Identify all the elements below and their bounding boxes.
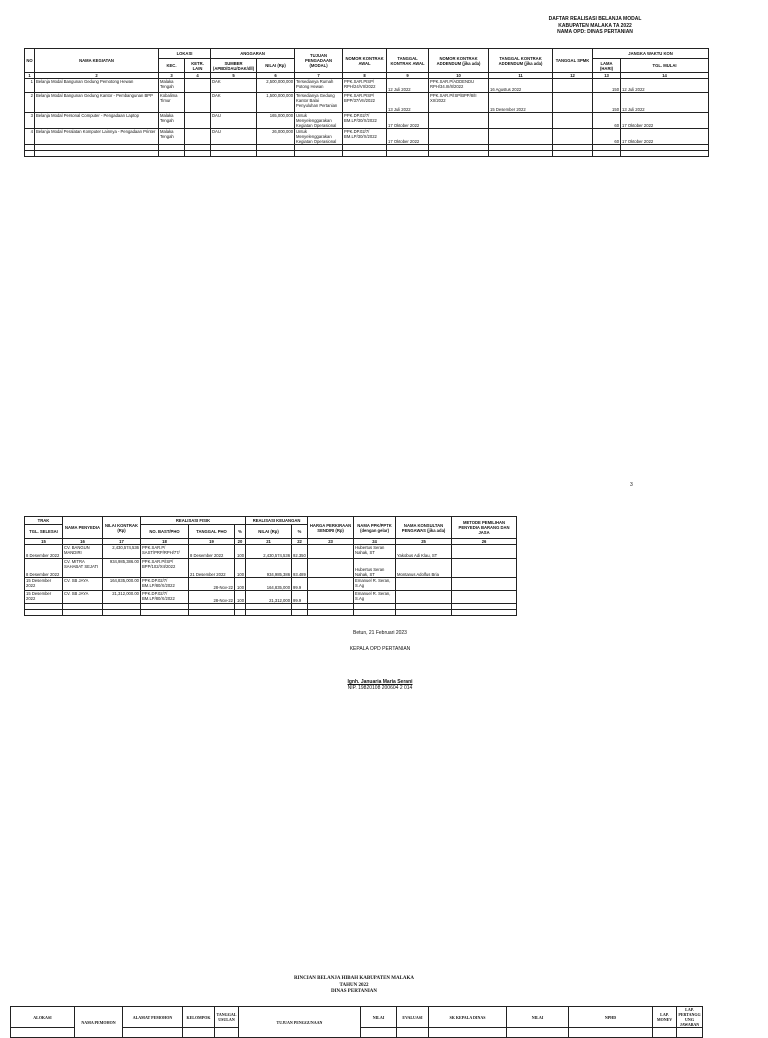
cell-pct: 100 bbox=[235, 545, 246, 559]
cell-ppk: Emanuel R. Seran, S.Ag bbox=[354, 591, 396, 604]
cell-kegiatan: Belanja Modal Bangunan Gedung Pemotong Hewan bbox=[35, 79, 159, 93]
cell-nilai: 26,000,000 bbox=[257, 129, 295, 145]
cell-pct2: 93.489 bbox=[292, 559, 308, 578]
page1-title-block bbox=[520, 16, 670, 36]
cell-tujuan: Untuk Menyelenggarakan Kegiatan Operasional bbox=[295, 113, 343, 129]
cell-ketr bbox=[185, 93, 211, 113]
col-number: 17 bbox=[103, 539, 141, 545]
header-nilai-kontrak: NILAI KONTRAK (Rp) bbox=[103, 517, 141, 539]
signature-position: KEPALA OPD PERTANIAN bbox=[349, 646, 411, 652]
header-ketr-lain: KETR. LAIN bbox=[185, 59, 211, 73]
page3-title-line-3: DINAS PERTANIAN bbox=[331, 989, 377, 994]
cell-tgl-selesai: 15 Desember 2022 bbox=[25, 578, 63, 591]
cell-sumber: DAU bbox=[211, 129, 257, 145]
cell-addendum: PPK.SAR.P/ADDENDU RPH/34.III/8/2022 bbox=[429, 79, 489, 93]
col-number: 23 bbox=[308, 539, 354, 545]
header-lama: LAMA (HARI) bbox=[593, 59, 621, 73]
cell-nilai-keuangan: 934,985,386 bbox=[246, 559, 292, 578]
header-alokasi: ALOKASI bbox=[11, 1007, 75, 1028]
cell-konsultan: Yakobus Adi Klau, ST bbox=[396, 545, 452, 559]
header-percent: % bbox=[235, 525, 246, 539]
page1-table bbox=[24, 48, 709, 157]
col-number: 2 bbox=[35, 73, 159, 79]
signature-block bbox=[310, 630, 450, 691]
cell-mulai: 12 Juli 2022 bbox=[621, 79, 709, 93]
col-number: 25 bbox=[396, 539, 452, 545]
cell-lama: 60 bbox=[593, 129, 621, 145]
cell-tgl-selesai: 15 Desember 2022 bbox=[25, 591, 63, 604]
cell-sumber: DAK bbox=[211, 79, 257, 93]
cell-kec: Kobalima Timur bbox=[159, 93, 185, 113]
table-row bbox=[25, 578, 517, 591]
cell-kegiatan: Belanja Modal Peralatan Komputer Lainnya - Pengadaan Printer bbox=[35, 129, 159, 145]
header-tujuan: TUJUAN PENGADAAN (MODAL) bbox=[295, 49, 343, 73]
cell-penyedia: CV. SB JAYA bbox=[63, 591, 103, 604]
header-nomor-addendum: NOMOR KONTRAK ADDENDUM (jika ada) bbox=[429, 49, 489, 73]
header-kelompok: KELOMPOK bbox=[183, 1007, 215, 1028]
header-nama-ppk: NAMA PPK/PPTK (dengan gelar) bbox=[354, 517, 396, 539]
cell-kec: Malaka Tengah bbox=[159, 79, 185, 93]
table-row bbox=[25, 93, 709, 113]
cell-kegiatan: Belanja Modal Bangunan Gedung Kantor - Pembangunan BPP bbox=[35, 93, 159, 113]
cell-penyedia: CV. MITRA SAHABAT SEJATI bbox=[63, 559, 103, 578]
col-number: 24 bbox=[354, 539, 396, 545]
cell-nomor-kontrak: PPK.SAR.PISP/ RPH/24/VII/2022 bbox=[343, 79, 387, 93]
cell-no: 1 bbox=[25, 79, 35, 93]
cell-kec: Malaka Tengah bbox=[159, 129, 185, 145]
cell-hps bbox=[308, 545, 354, 559]
col-number: 14 bbox=[621, 73, 709, 79]
cell-hps bbox=[308, 578, 354, 591]
cell-metode bbox=[452, 591, 517, 604]
cell-tgl-kontrak: 13 Juli 2022 bbox=[387, 93, 429, 113]
empty-row bbox=[25, 610, 517, 616]
cell-nilai-kontrak: 2,430,574,536 bbox=[103, 545, 141, 559]
cell-nilai-kontrak: 164,835,000.00 bbox=[103, 578, 141, 591]
header-no-bast: NO. BAST/PHO bbox=[141, 525, 189, 539]
cell-no-bast: PPK.SAR.P/ISP/ BPP/102/XII/2022 bbox=[141, 559, 189, 578]
cell-pct2: 92.350 bbox=[292, 545, 308, 559]
header-harga-perkiraan: HARGA PERKIRAAN SENDIRI (Rp) bbox=[308, 517, 354, 539]
cell-addendum: PPK.SAR.P/ISP/BPP/8/II XII/2022 bbox=[429, 93, 489, 113]
cell-hps bbox=[308, 559, 354, 578]
header-lokasi: LOKASI bbox=[159, 49, 211, 59]
header-metode-pemilihan: METODE PEMILIHAN PENYEDIA BARANG DAN JASA bbox=[452, 517, 517, 539]
header-nphd: NPHD bbox=[569, 1007, 653, 1028]
col-number: 10 bbox=[429, 73, 489, 79]
col-number: 6 bbox=[257, 73, 295, 79]
col-number: 11 bbox=[489, 73, 553, 79]
page2-table bbox=[24, 516, 517, 616]
cell-addendum bbox=[429, 129, 489, 145]
header-evaluasi: EVALUASI bbox=[397, 1007, 429, 1028]
cell-nilai-keuangan: 2,430,574,536 bbox=[246, 545, 292, 559]
cell-metode bbox=[452, 578, 517, 591]
cell-lama: 150 bbox=[593, 79, 621, 93]
cell-tgl-pho: 21 Desember 2022 bbox=[189, 559, 235, 578]
col-number: 20 bbox=[235, 539, 246, 545]
page1-title-line-3: NAMA OPD: DINAS PERTANIAN bbox=[557, 29, 633, 35]
col-number: 22 bbox=[292, 539, 308, 545]
cell-tgl-addendum: 15 Desember 2022 bbox=[489, 93, 553, 113]
cell-spmk bbox=[553, 129, 593, 145]
col-number: 9 bbox=[387, 73, 429, 79]
header-jangka-waktu: JANGKA WAKTU KON bbox=[593, 49, 709, 59]
cell-mulai: 17 Oktober 2022 bbox=[621, 113, 709, 129]
header-realisasi-keuangan: REALISASI KEUANGAN bbox=[246, 517, 308, 525]
cell-nomor-kontrak: PPK.SAR.PISP/ BPP/37/VII/2022 bbox=[343, 93, 387, 113]
cell-hps bbox=[308, 591, 354, 604]
cell-kec: Malaka Tengah bbox=[159, 113, 185, 129]
header-percent: % bbox=[292, 525, 308, 539]
header-realisasi-fisik: REALISASI FISIK bbox=[141, 517, 246, 525]
cell-tgl-addendum: 16 Agustus 2022 bbox=[489, 79, 553, 93]
header-tanggal-pho: TANGGAL PHO bbox=[189, 525, 235, 539]
cell-kegiatan: Belanja Modal Personal Computer - Pengadaan Laptop bbox=[35, 113, 159, 129]
cell-tgl-kontrak: 17 Oktober 2022 bbox=[387, 129, 429, 145]
cell-tgl-pho: 8 Desember 2022 bbox=[189, 545, 235, 559]
header-tanggal-addendum: TANGGAL KONTRAK ADDENDUM (jika ada) bbox=[489, 49, 553, 73]
cell-no: 2 bbox=[25, 93, 35, 113]
header-tanggal-kontrak: TANGGAL KONTRAK AWAL bbox=[387, 49, 429, 73]
cell-tujuan: Untuk Menyelenggarakan Kegiatan Operasional bbox=[295, 129, 343, 145]
cell-sumber: DAU bbox=[211, 113, 257, 129]
col-number: 7 bbox=[295, 73, 343, 79]
page3-title-line-1: RINCIAN BELANJA HIBAH KABUPATEN MALAKA bbox=[293, 976, 415, 981]
table-row bbox=[25, 559, 517, 578]
cell-konsultan bbox=[396, 591, 452, 604]
cell-tgl-kontrak: 17 Oktober 2022 bbox=[387, 113, 429, 129]
cell-no-bast: PPK.DP.02/7/ BM.LP/80/X/2022 bbox=[141, 578, 189, 591]
cell-spmk bbox=[553, 79, 593, 93]
table-row bbox=[25, 129, 709, 145]
signature-place-date: Betun, 21 Februari 2023 bbox=[353, 630, 407, 636]
col-number: 3 bbox=[159, 73, 185, 79]
cell-konsultan: Montanus Adolfus Bria bbox=[396, 559, 452, 578]
header-alamat-pemohon: ALAMAT PEMOHON bbox=[123, 1007, 183, 1028]
cell-no: 3 bbox=[25, 113, 35, 129]
col-number: 18 bbox=[141, 539, 189, 545]
cell-metode bbox=[452, 545, 517, 559]
cell-tgl-selesai: 8 Desember 2022 bbox=[25, 545, 63, 559]
header-nomor-kontrak: NOMOR KONTRAK AWAL bbox=[343, 49, 387, 73]
cell-pct2: 99.9 bbox=[292, 578, 308, 591]
cell-pct: 100 bbox=[235, 559, 246, 578]
cell-nilai-keuangan: 164,835,000 bbox=[246, 578, 292, 591]
header-tanggal-spmk: TANGGAL SPMK bbox=[553, 49, 593, 73]
header-tujuan-penggunaan: TUJUAN PENGGUNAAN bbox=[239, 1007, 361, 1038]
header-tgl-mulai: TGL. MULAI bbox=[621, 59, 709, 73]
cell-lama: 150 bbox=[593, 93, 621, 113]
cell-nilai-kontrak: 934,985,386.00 bbox=[103, 559, 141, 578]
header-nama-kegiatan: NAMA KEGIATAN bbox=[35, 49, 159, 73]
cell-penyedia: CV. BANGUN MANDIRI bbox=[63, 545, 103, 559]
page1-title-line-1: DAFTAR REALISASI BELANJA MODAL bbox=[548, 16, 642, 22]
cell-nilai: 1,500,000,000 bbox=[257, 93, 295, 113]
col-number: 4 bbox=[185, 73, 211, 79]
header-trak: TRAK bbox=[25, 517, 63, 525]
cell-nilai: 165,000,000 bbox=[257, 113, 295, 129]
col-number: 13 bbox=[593, 73, 621, 79]
cell-pct: 100 bbox=[235, 578, 246, 591]
page1-title-line-2: KABUPATEN MALAKA TA 2022 bbox=[558, 22, 632, 29]
col-number: 8 bbox=[343, 73, 387, 79]
col-number: 26 bbox=[452, 539, 517, 545]
header-nilai-rp: NILAI (Rp) bbox=[246, 525, 292, 539]
col-number: 21 bbox=[246, 539, 292, 545]
page-number: 3 bbox=[630, 482, 633, 488]
cell-tujuan: Tersedianya Gedung Kantor Balai Penyuluhan Pertanian bbox=[295, 93, 343, 113]
cell-pct: 100 bbox=[235, 591, 246, 604]
cell-tgl-pho: 28-Nov-22 bbox=[189, 578, 235, 591]
cell-spmk bbox=[553, 113, 593, 129]
cell-konsultan bbox=[396, 578, 452, 591]
cell-tgl-pho: 28-Nov-22 bbox=[189, 591, 235, 604]
cell-no-bast: PPK.DP.02/7/ BM.LP/80/X/2022 bbox=[141, 591, 189, 604]
signature-name: Ignh. Januaria Maria Serani bbox=[347, 679, 413, 685]
cell-mulai: 13 Juli 2022 bbox=[621, 93, 709, 113]
cell-spmk bbox=[553, 93, 593, 113]
col-number: 16 bbox=[63, 539, 103, 545]
header-tgl-selesai: TGL. SELESAI bbox=[25, 525, 63, 539]
cell-no: 4 bbox=[25, 129, 35, 145]
cell-tgl-addendum bbox=[489, 129, 553, 145]
cell-ppk: Hubertus Seran Nahak, ST bbox=[354, 559, 396, 578]
col-number: 5 bbox=[211, 73, 257, 79]
cell-addendum bbox=[429, 113, 489, 129]
header-tanggal-usulan: TANGGAL USULAN bbox=[215, 1007, 239, 1028]
header-nilai: NILAI (Rp) bbox=[257, 59, 295, 73]
header-nama-pemohon: NAMA PEMOHON bbox=[75, 1007, 123, 1038]
header-lap-monev: LAP. MONEV bbox=[653, 1007, 677, 1028]
cell-sumber: DAK bbox=[211, 93, 257, 113]
col-number: 15 bbox=[25, 539, 63, 545]
cell-lama: 60 bbox=[593, 113, 621, 129]
cell-mulai: 17 Oktober 2022 bbox=[621, 129, 709, 145]
cell-pct2: 99.9 bbox=[292, 591, 308, 604]
table-row bbox=[25, 79, 709, 93]
col-number: 19 bbox=[189, 539, 235, 545]
page3-title-block bbox=[264, 976, 444, 996]
cell-nomor-kontrak: PPK.DP.02/7/ BM.LP/30/X/2022 bbox=[343, 113, 387, 129]
cell-nomor-kontrak: PPK.DP.02/7/ BM.LP/30/X/2022 bbox=[343, 129, 387, 145]
header-sumber: SUMBER (APBD/DAU/DAK/dll) bbox=[211, 59, 257, 73]
header-lap-pertanggungjawaban: LAP. PERTANGGUNG JAWABAN bbox=[678, 1007, 701, 1027]
cell-nilai-kontrak: 21,312,000.00 bbox=[103, 591, 141, 604]
col-number: 1 bbox=[25, 73, 35, 79]
header-nilai-2: NILAI bbox=[507, 1007, 569, 1028]
cell-no-bast: PPK.SAR.P/ SAST/PRP/RPH/77/ bbox=[141, 545, 189, 559]
cell-tujuan: Tersedianya Rumah Potong Hewan bbox=[295, 79, 343, 93]
cell-metode bbox=[452, 559, 517, 578]
cell-ppk: Emanuel R. Seran, S.Ag bbox=[354, 578, 396, 591]
header-nilai: NILAI bbox=[361, 1007, 397, 1028]
header-sk-kepala-dinas: SK KEPALA DINAS bbox=[429, 1007, 507, 1028]
table-row bbox=[25, 591, 517, 604]
cell-penyedia: CV. SB JAYA bbox=[63, 578, 103, 591]
cell-ketr bbox=[185, 113, 211, 129]
cell-tgl-kontrak: 12 Juli 2022 bbox=[387, 79, 429, 93]
header-no: NO bbox=[25, 49, 35, 73]
page3-table bbox=[10, 1006, 703, 1038]
signature-nip: NIP. 19820108 200604 2 014 bbox=[347, 685, 413, 691]
cell-ketr bbox=[185, 129, 211, 145]
table-row bbox=[25, 545, 517, 559]
header-nama-konsultan: NAMA KONSULTAN PENGAWAS (jika ada) bbox=[396, 517, 452, 539]
cell-tgl-addendum bbox=[489, 113, 553, 129]
cell-nilai-keuangan: 21,312,000 bbox=[246, 591, 292, 604]
header-kec: KEC. bbox=[159, 59, 185, 73]
header-anggaran: ANGGARAN bbox=[211, 49, 295, 59]
cell-ketr bbox=[185, 79, 211, 93]
table-row bbox=[25, 113, 709, 129]
cell-ppk: Hubertus Seran Nahak, ST bbox=[354, 545, 396, 559]
header-nama-penyedia: NAMA PENYEDIA bbox=[63, 517, 103, 539]
empty-row bbox=[25, 151, 709, 157]
cell-nilai: 2,500,000,000 bbox=[257, 79, 295, 93]
cell-tgl-selesai: 8 Desember 2022 bbox=[25, 559, 63, 578]
col-number: 12 bbox=[553, 73, 593, 79]
page3-title-line-2: TAHUN 2022 bbox=[339, 982, 369, 988]
